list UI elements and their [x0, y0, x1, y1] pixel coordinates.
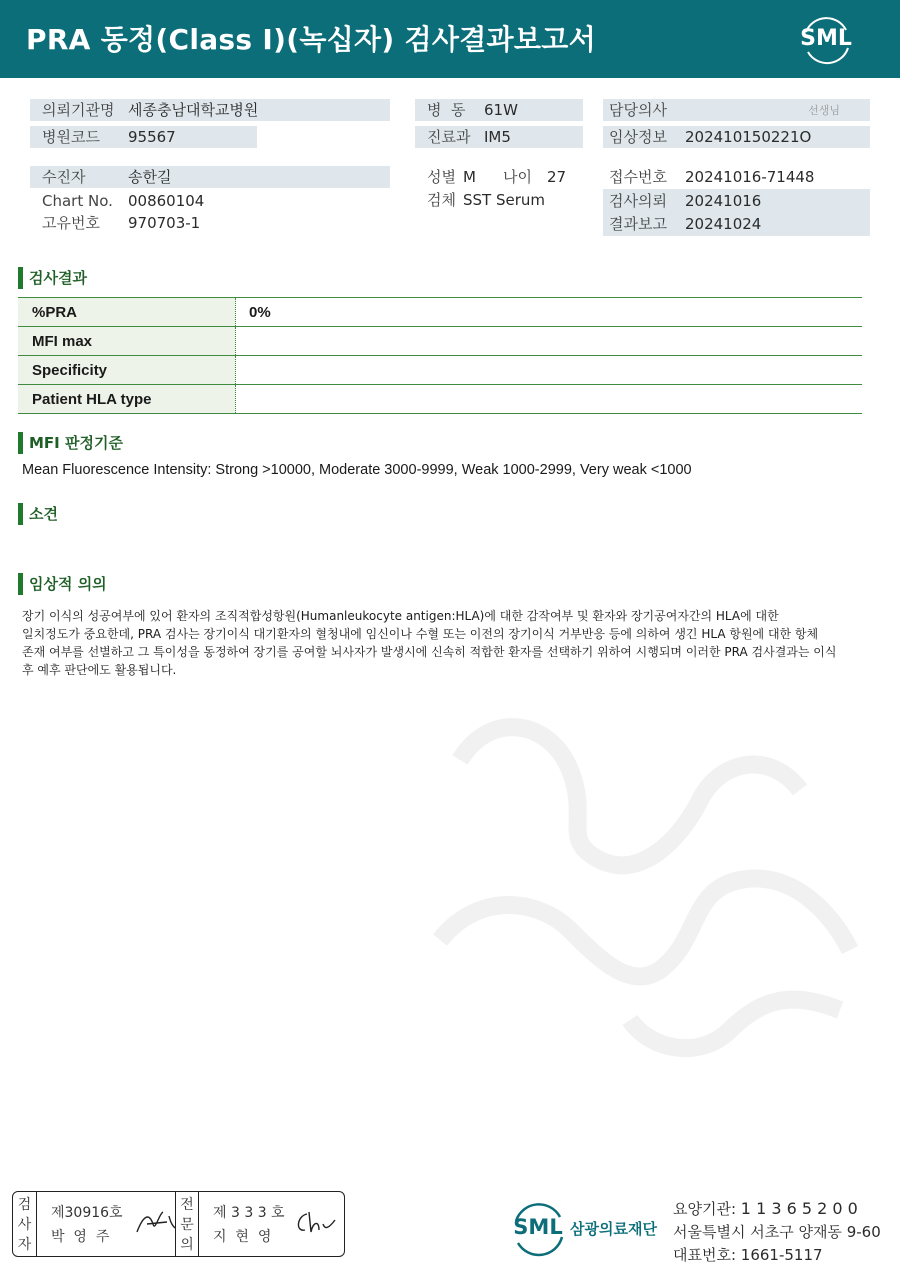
- examiner-signature-icon: [133, 1206, 179, 1238]
- result-label: %PRA: [18, 298, 236, 326]
- phone-value: 1661-5117: [740, 1246, 823, 1264]
- phone-line: [673, 1244, 823, 1265]
- paragraph-line: 장기 이식의 성공여부에 있어 환자의 조직적합성항원(Humanleukocyte antigen:HLA)에 대한 감작여부 및 환자와 장기공여자간의 HLA에 대한: [22, 609, 779, 623]
- sml-logo-text: SML: [800, 26, 852, 51]
- section-results-heading: 검사결과: [18, 267, 87, 289]
- examiner-name: 박 영 주: [51, 1229, 110, 1245]
- clinical-info-field: [603, 126, 870, 148]
- care-institution-label: 요양기관:: [673, 1200, 737, 1218]
- table-row: [18, 356, 862, 385]
- specialist-vertical-label: [175, 1192, 199, 1256]
- receipt-no-label: 접수번호: [609, 168, 667, 186]
- section-mfi-heading: MFI 판정기준: [18, 432, 123, 454]
- chart-no-label: Chart No.: [42, 192, 113, 210]
- paragraph-line: 존재 여부를 선별하고 그 특이성을 동정하여 장기를 공여할 뇌사자가 발생시에 신속히 적합한 환자를 선택하기 위하여 시행되며 이러한 PRA 검사결과는 이식: [22, 645, 837, 659]
- dates-field: [603, 189, 870, 236]
- hospital-code-field: [30, 126, 257, 148]
- requesting-institution-value: 세종충남대학교병원: [128, 101, 259, 119]
- department-field: [415, 126, 583, 148]
- specialist-signature-icon: [293, 1206, 339, 1238]
- age-value: 27: [547, 168, 567, 186]
- specimen-label: 검체: [427, 191, 456, 209]
- footer-address: 서울특별시 서초구 양재동 9-60: [673, 1223, 881, 1241]
- vertical-char: 의: [180, 1237, 194, 1253]
- footer-sml-logo: [508, 1199, 568, 1259]
- specialist-license: 제 3 3 3 호: [213, 1205, 285, 1221]
- paragraph-line: 일치정도가 중요한데, PRA 검사는 장기이식 대기환자의 혈청내에 임신이나 수혈 또는 이전의 장기이식 거부반응 등에 의하여 생긴 HLA 항원에 대한 항체: [22, 627, 819, 641]
- result-label: MFI max: [18, 327, 236, 355]
- specialist-name: 지 현 영: [213, 1229, 272, 1245]
- section-clinical-heading: 임상적 의의: [18, 573, 107, 595]
- report-header: [0, 0, 900, 78]
- sex-value: M: [463, 168, 476, 186]
- age-label: 나이: [503, 168, 532, 186]
- patient-field: [30, 166, 390, 188]
- hospital-code-value: 95567: [128, 128, 176, 146]
- doctor-suffix: 선생님: [808, 104, 840, 117]
- sml-logo: [796, 12, 856, 66]
- result-label: Patient HLA type: [18, 385, 236, 413]
- ward-label: 병 동: [427, 101, 466, 119]
- department-label: 진료과: [427, 128, 471, 146]
- table-row: [18, 385, 862, 414]
- mfi-criteria-text: Mean Fluorescence Intensity: Strong >10000, Moderate 3000-9999, Weak 1000-2999, Very weak <1000: [22, 462, 692, 478]
- section-opinion-heading: 소견: [18, 503, 58, 525]
- result-value: 0%: [249, 304, 271, 321]
- test-request-label: 검사의뢰: [609, 192, 667, 210]
- vertical-char: 사: [17, 1217, 32, 1233]
- test-request-date: 20241016: [685, 192, 762, 210]
- vertical-char: 자: [17, 1237, 32, 1253]
- vertical-char: 전: [180, 1197, 194, 1213]
- clinical-info-value: 202410150221O: [685, 128, 812, 146]
- care-institution-line: [673, 1198, 858, 1219]
- result-report-date: 20241024: [685, 215, 762, 233]
- ward-value: 61W: [484, 101, 518, 119]
- paragraph-line: 후 예후 판단에도 활용됩니다.: [22, 663, 177, 677]
- clinical-info-label: 임상정보: [609, 128, 667, 146]
- unique-no-field: [30, 212, 390, 234]
- signature-box: [12, 1191, 345, 1257]
- result-label: Specificity: [18, 356, 236, 384]
- examiner-vertical-label: [13, 1192, 37, 1256]
- department-value: IM5: [484, 128, 511, 146]
- requesting-institution-field: [30, 99, 390, 121]
- clinical-significance-text: [22, 607, 862, 679]
- patient-name: 송한길: [128, 168, 172, 186]
- result-report-label: 결과보고: [609, 215, 667, 233]
- phone-label: 대표번호:: [673, 1246, 737, 1264]
- footer-logo-text: SML: [513, 1215, 563, 1239]
- results-table: [18, 297, 862, 414]
- table-row: [18, 327, 862, 356]
- footer-org-name: 삼광의료재단: [570, 1220, 657, 1238]
- watermark-cross-icon: [400, 690, 870, 1080]
- specimen-field: [415, 189, 595, 211]
- unique-no-label: 고유번호: [42, 214, 100, 232]
- chart-no-value: 00860104: [128, 192, 205, 210]
- requesting-institution-label: 의뢰기관명: [42, 101, 115, 119]
- vertical-char: 검: [17, 1197, 32, 1213]
- ward-field: [415, 99, 583, 121]
- sex-label: 성별: [427, 168, 456, 186]
- receipt-no-value: 20241016-71448: [685, 168, 815, 186]
- vertical-char: 문: [180, 1217, 194, 1233]
- chart-no-field: [30, 190, 390, 212]
- doctor-field: [603, 99, 870, 121]
- sex-age-field: [415, 166, 595, 188]
- specimen-value: SST Serum: [463, 191, 546, 209]
- examiner-license: 제30916호: [51, 1205, 123, 1221]
- hospital-code-label: 병원코드: [42, 128, 100, 146]
- unique-no-value: 970703-1: [128, 214, 201, 232]
- doctor-label: 담당의사: [609, 101, 667, 119]
- patient-label: 수진자: [42, 168, 86, 186]
- receipt-no-field: [603, 166, 870, 188]
- care-institution-no: 1 1 3 6 5 2 0 0: [740, 1199, 858, 1218]
- table-row: [18, 298, 862, 327]
- report-title: PRA 동정(Class I)(녹십자) 검사결과보고서: [26, 23, 596, 56]
